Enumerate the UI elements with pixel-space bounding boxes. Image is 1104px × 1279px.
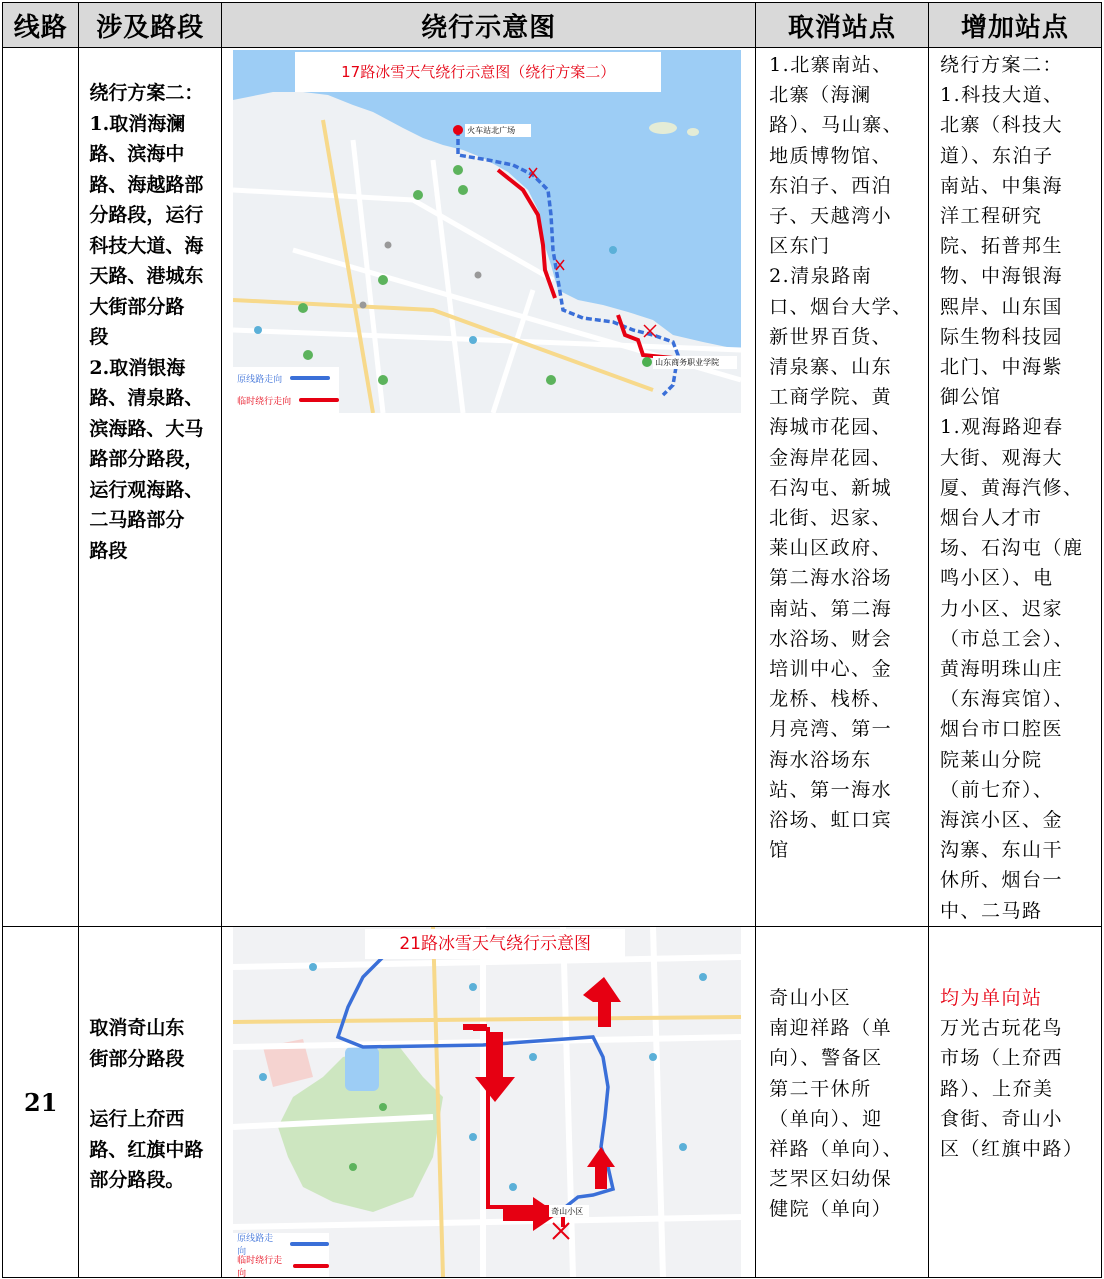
added-stop-line: 沟寨、东山干 [940,839,1064,862]
added-stop-line: 际生物科技园 [940,325,1064,348]
cancelled-stop-line: 区东门 [769,235,831,258]
segment-line: 科技大道、海 [89,234,204,257]
segment-line: 运行观海路、 [89,478,204,501]
header-added: 增加站点 [929,3,1102,48]
cancelled-stop-line: 培训中心、金 [769,658,893,681]
legend-original: 原线路走向 [233,367,339,389]
cancelled-stop-line: 第二干休所 [769,1077,872,1100]
added-stop-line: 路）、上夼美 [940,1077,1054,1100]
added-stop-line: 院、拓普邦生 [940,235,1064,258]
added-stop-line: （东海宾馆）、 [940,688,1075,711]
segment-text [79,927,221,1196]
segment-cell [79,48,222,927]
added-stop-line: （市总工会）、 [940,627,1075,650]
map-graphic [233,927,741,1277]
detour-table [2,2,1102,1278]
added-stop-line: 道）、东泊子 [940,144,1054,167]
cancelled-stop-line: 1.北寨南站、 [769,54,893,76]
added-stop-line: 烟台人才市 [940,507,1043,530]
added-stop-line: 北门、中海紫 [940,356,1064,379]
segment-line: 1.取消海澜 [89,112,186,135]
diagram-cell [222,48,756,927]
table-row [3,927,1102,1278]
cancelled-text [756,48,928,865]
cancelled-stop-line: 南迎祥路（单 [769,1017,893,1040]
cancelled-stop-line: 月亮湾、第一 [769,718,893,741]
added-stop-line: 熙岸、山东国 [940,295,1064,318]
segment-line: 2.取消银海 [89,356,186,379]
added-stop-line: 鸣小区）、电 [940,567,1054,590]
added-stop-line: 食街、奇山小 [940,1107,1064,1130]
segment-line: 路、滨海中 [89,143,185,165]
header-segment: 涉及路段 [79,3,222,48]
added-stop-line: 场、石沟屯（鹿 [940,537,1084,560]
cancelled-stop-line: 口、烟台大学、 [769,295,913,318]
added-text [929,48,1101,926]
header-row [3,3,1102,48]
added-stop-line: 烟台市口腔医 [940,718,1064,741]
diagram-cell [222,927,756,1278]
cancelled-stop-line: 健院（单向） [769,1198,893,1221]
cancelled-stop-line: 莱山区政府、 [769,537,893,560]
added-stop-line: 中、二马路 [940,899,1043,922]
map-label-qishan: 奇山小区 [551,1207,584,1216]
header-diagram: 绕行示意图 [222,3,756,48]
added-stop-line: 大街、观海大 [940,446,1064,469]
added-stop-line: 力小区、迟家 [940,597,1064,620]
cancelled-stop-line: 奇山小区 [769,987,852,1009]
cancelled-stop-line: 路）、马山寨、 [769,114,904,137]
segment-line: 绕行方案二： [89,82,204,104]
map-title: 17路冰雪天气绕行示意图（绕行方案二） [295,52,661,92]
added-stop-line: 黄海明珠山庄 [940,658,1064,681]
segment-line: 分路段，运行 [89,204,204,226]
added-stop-line: 厦、黄海汽修、 [940,476,1084,499]
legend-detour: 临时绕行走向 [233,1255,329,1277]
added-stop-line: 海滨小区、金 [940,809,1064,832]
cancelled-stop-line: 金海岸花园、 [769,446,893,469]
cancelled-stop-line: 海城市花园、 [769,416,893,439]
legend-original: 原线路走向 [233,1233,329,1255]
cancelled-text [756,927,928,1225]
added-stop-line: 1.科技大道、 [940,84,1064,107]
added-cell [929,48,1102,927]
added-stop-line: 休所、烟台一 [940,869,1064,892]
cancelled-cell [756,48,929,927]
cancelled-stop-line: 祥路（单向）、 [769,1138,904,1161]
cancelled-stop-line: 北寨（海澜 [769,84,872,107]
segment-line: 路、海越路部 [89,173,204,196]
single-direction-note: 均为单向站 [940,987,1043,1009]
cancelled-stop-line: 东泊子、西泊 [769,174,893,197]
segment-line: 取消奇山东 [89,1017,185,1039]
added-stop-line: 物、中海银海 [940,265,1064,288]
added-stop-line: 洋工程研究 [940,205,1043,228]
cancelled-stop-line: 海水浴场东 [769,748,872,771]
cancelled-stop-line: 馆 [769,839,790,862]
cancelled-stop-line: 芝罘区妇幼保 [769,1168,893,1191]
added-stop-line: 1.观海路迎春 [940,416,1064,439]
segment-line: 路部分路段， [89,448,204,470]
map-label-end: 山东商务职业学院 [655,358,720,367]
added-text [929,927,1101,1164]
cancelled-stop-line: 向）、警备区 [769,1047,883,1070]
cancelled-stop-line: 新世界百货、 [769,325,893,348]
route-21-map [233,927,741,1277]
cancelled-stop-line: 站、第一海水 [769,778,893,801]
added-stop-line: 区（红旗中路） [940,1138,1084,1161]
segment-line: 部分路段。 [89,1169,185,1191]
segment-line: 路、清泉路、 [89,387,204,409]
added-stop-line: 绕行方案二： [940,54,1064,76]
added-stop-line: 南站、中集海 [940,174,1064,197]
segment-line: 街部分路段 [89,1047,185,1070]
cancelled-stop-line: 水浴场、财会 [769,627,893,650]
route-17-map [233,50,741,413]
cancelled-stop-line: 石沟屯、新城 [769,476,893,499]
cancelled-stop-line: 浴场、虹口宾 [769,809,893,832]
added-stop-line: （前七夼）、 [940,778,1054,801]
header-route: 线路 [3,3,79,48]
map-legend [233,1233,329,1277]
segment-line: 天路、港城东 [89,265,204,287]
table-row [3,48,1102,927]
cancelled-stop-line: 清泉寨、山东 [769,356,893,379]
cancelled-stop-line: 子、天越湾小 [769,205,893,228]
segment-line: 二马路部分 [89,509,185,531]
cancelled-stop-line: 龙桥、栈桥、 [769,688,893,711]
map-title: 21路冰雪天气绕行示意图 [365,929,625,959]
segment-line: 运行上夼西 [89,1108,185,1130]
map-label-start: 火车站北广场 [467,126,516,135]
route-number-cell: 21 [3,927,79,1278]
segment-line: 段 [89,326,109,348]
segment-line: 滨海路、大马 [89,417,204,440]
cancelled-stop-line: （单向）、迎 [769,1107,883,1130]
header-cancelled: 取消站点 [756,3,929,48]
segment-line: 大街部分路 [89,295,185,318]
cancelled-stop-line: 南站、第二海 [769,597,893,620]
added-cell [929,927,1102,1278]
added-stop-line: 北寨（科技大 [940,114,1064,137]
added-stop-line: 御公馆 [940,386,1002,409]
cancelled-stop-line: 2.清泉路南 [769,265,873,288]
segment-cell [79,927,222,1278]
segment-line: 路、红旗中路 [89,1138,204,1161]
cancelled-stop-line: 工商学院、黄 [769,386,893,409]
legend-detour: 临时绕行走向 [233,389,339,411]
segment-line: 路段 [89,539,128,562]
added-stop-line: 万光古玩花鸟 [940,1017,1064,1040]
map-legend [233,367,339,413]
cancelled-stop-line: 北街、迟家、 [769,507,893,530]
route-number-cell [3,48,79,927]
added-stop-line: 院莱山分院 [940,748,1043,771]
cancelled-stop-line: 第二海水浴场 [769,567,893,590]
cancelled-stop-line: 地质博物馆、 [769,144,893,167]
added-stop-line: 市场（上夼西 [940,1047,1064,1070]
segment-text [79,48,221,566]
cancelled-cell [756,927,929,1278]
